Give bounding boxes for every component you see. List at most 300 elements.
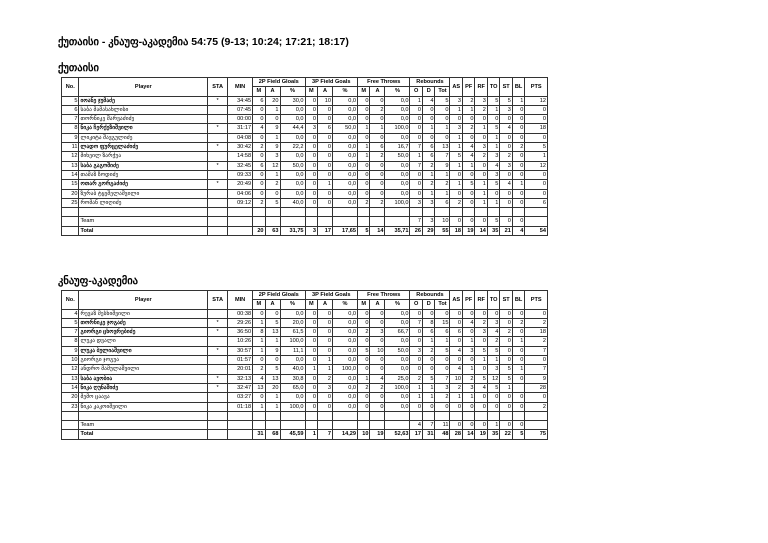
stat-as: 3 (450, 96, 462, 105)
stat-to: 5 (487, 96, 499, 105)
starter-mark: * (208, 328, 228, 337)
total-stat-pts: 54 (525, 226, 548, 235)
empty-cell (525, 217, 548, 226)
stat-as: 2 (450, 198, 462, 207)
stat-af: 0 (370, 180, 385, 189)
stat-af: 0 (370, 115, 385, 124)
stat-tot: 2 (435, 393, 450, 402)
empty-cell (358, 217, 370, 226)
empty-cell (280, 421, 305, 430)
minutes: 01:57 (228, 356, 253, 365)
empty-cell (280, 217, 305, 226)
stat-st: 0 (500, 309, 512, 318)
stat-pts: 0 (525, 356, 548, 365)
stat-a2: 12 (265, 161, 280, 170)
stat-pf: 100,0 (385, 198, 410, 207)
empty-cell (265, 208, 280, 217)
stat-p3: 100,0 (333, 365, 358, 374)
empty-cell (385, 411, 410, 420)
empty-cell (79, 411, 208, 420)
empty-cell (462, 411, 474, 420)
total-stat-m2: 31 (253, 430, 265, 439)
starter-mark (208, 402, 228, 411)
stat-st: 4 (500, 180, 512, 189)
empty-cell (333, 217, 358, 226)
team-stat-pf: 0 (462, 217, 474, 226)
stat-m3: 0 (305, 356, 317, 365)
player-row (62, 328, 548, 337)
stat-st: 0 (500, 189, 512, 198)
empty-cell (253, 421, 265, 430)
team-row (62, 421, 548, 430)
box-score-table-away (61, 290, 548, 440)
empty-cell (208, 217, 228, 226)
stat-m3: 0 (305, 115, 317, 124)
stat-p2: 11,1 (280, 346, 305, 355)
total-stat-d: 31 (422, 430, 434, 439)
stat-rf: 1 (475, 356, 487, 365)
stat-af: 3 (370, 328, 385, 337)
stat-a2: 0 (265, 309, 280, 318)
stat-p3: 0,0 (333, 115, 358, 124)
stat-as: 6 (450, 328, 462, 337)
total-stat-st: 22 (500, 430, 512, 439)
player-number: 14 (62, 383, 79, 392)
stat-pts: 0 (525, 133, 548, 142)
player-name: თორნიკე შარვაძიძე (79, 115, 208, 124)
player-row (62, 365, 548, 374)
stat-as: 0 (450, 170, 462, 179)
stat-a3: 1 (318, 180, 333, 189)
player-row (62, 198, 548, 207)
stat-as: 1 (450, 105, 462, 114)
stat-rf: 0 (475, 170, 487, 179)
stat-mf: 0 (358, 309, 370, 318)
stat-st: 0 (500, 198, 512, 207)
stat-p3: 0,0 (333, 309, 358, 318)
stat-as: 2 (450, 383, 462, 392)
stat-pf: 2 (462, 124, 474, 133)
stat-pts: 12 (525, 161, 548, 170)
stat-m3: 0 (305, 309, 317, 318)
empty-cell (370, 217, 385, 226)
stat-to: 0 (487, 393, 499, 402)
stat-p2: 22,2 (280, 143, 305, 152)
team-stat-to: 5 (487, 217, 499, 226)
subheader-pct: % (385, 300, 410, 309)
stat-mf: 0 (358, 180, 370, 189)
team-stat-pf: 0 (462, 421, 474, 430)
stat-rf: 2 (475, 105, 487, 114)
empty-cell (208, 421, 228, 430)
empty-cell (253, 217, 265, 226)
stat-pts: 7 (525, 365, 548, 374)
empty-cell (265, 217, 280, 226)
empty-cell (487, 208, 499, 217)
stat-m2: 1 (253, 346, 265, 355)
stat-rf: 5 (475, 374, 487, 383)
stat-rf: 0 (475, 365, 487, 374)
header-bl: BL (512, 78, 524, 97)
stat-a3: 3 (318, 383, 333, 392)
stat-a3: 0 (318, 152, 333, 161)
stat-bl: 1 (512, 365, 524, 374)
player-name: იოანე ჯუმაძე (79, 96, 208, 105)
stat-af: 0 (370, 337, 385, 346)
stat-pf: 1 (462, 365, 474, 374)
player-number: 23 (62, 402, 79, 411)
stat-bl: 0 (512, 124, 524, 133)
empty-cell (265, 421, 280, 430)
stat-o: 7 (410, 143, 422, 152)
stat-p3: 0,0 (333, 383, 358, 392)
stat-bl: 0 (512, 198, 524, 207)
team-stat-bl: 0 (512, 421, 524, 430)
empty-cell (318, 411, 333, 420)
stat-bl: 1 (512, 337, 524, 346)
stat-pf: 66,7 (385, 328, 410, 337)
player-row (62, 318, 548, 327)
stat-o: 0 (410, 124, 422, 133)
player-row (62, 115, 548, 124)
stat-tot: 1 (435, 170, 450, 179)
empty-cell (228, 226, 253, 235)
empty-cell (370, 411, 385, 420)
stat-rf: 0 (475, 337, 487, 346)
minutes: 00:38 (228, 309, 253, 318)
stat-af: 0 (370, 393, 385, 402)
stat-p3: 0,0 (333, 393, 358, 402)
header-to: TO (487, 291, 499, 310)
stat-d: 8 (422, 318, 434, 327)
player-name: ნიკა კაკოიშვილი (79, 402, 208, 411)
stat-m2: 2 (253, 365, 265, 374)
stat-as: 0 (450, 189, 462, 198)
stat-o: 0 (410, 337, 422, 346)
player-row (62, 152, 548, 161)
stat-m3: 0 (305, 180, 317, 189)
player-name: მემო ცაავა (79, 393, 208, 402)
stat-st: 0 (500, 318, 512, 327)
team-row-label: Team (79, 421, 208, 430)
stat-mf: 1 (358, 143, 370, 152)
stat-af: 0 (370, 189, 385, 198)
spacer-row (62, 208, 548, 217)
stat-tot: 13 (435, 143, 450, 152)
player-number: 8 (62, 124, 79, 133)
player-row (62, 124, 548, 133)
stat-a3: 10 (318, 96, 333, 105)
stat-pts: 2 (525, 337, 548, 346)
stat-p2: 0,0 (280, 356, 305, 365)
empty-cell (305, 421, 317, 430)
empty-cell (385, 217, 410, 226)
stat-af: 10 (370, 346, 385, 355)
stat-af: 0 (370, 161, 385, 170)
stat-a2: 1 (265, 133, 280, 142)
team-stat-d: 3 (422, 217, 434, 226)
starter-mark: * (208, 383, 228, 392)
stat-rf: 0 (475, 402, 487, 411)
stat-m3: 0 (305, 328, 317, 337)
empty-cell (305, 208, 317, 217)
stat-as: 0 (450, 337, 462, 346)
stat-a3: 0 (318, 393, 333, 402)
stat-pf: 0,0 (385, 96, 410, 105)
player-name: გიორგი ცხოვრებიძე (79, 328, 208, 337)
team-stat-o: 7 (410, 217, 422, 226)
empty-cell (385, 421, 410, 430)
player-row (62, 383, 548, 392)
total-stat-tot: 48 (435, 430, 450, 439)
stat-m2: 0 (253, 115, 265, 124)
stat-as: 0 (450, 309, 462, 318)
total-stat-p2: 45,59 (280, 430, 305, 439)
stat-tot: 1 (435, 189, 450, 198)
stat-p3: 0,0 (333, 198, 358, 207)
stat-tot: 0 (435, 356, 450, 365)
empty-cell (462, 208, 474, 217)
stat-p3: 0,0 (333, 133, 358, 142)
player-number: 6 (62, 105, 79, 114)
stat-m3: 0 (305, 402, 317, 411)
stat-a3: 0 (318, 133, 333, 142)
stat-mf: 0 (358, 402, 370, 411)
stat-m3: 0 (305, 383, 317, 392)
header-2p: 2P Field Gloals (253, 78, 305, 87)
stat-m3: 3 (305, 124, 317, 133)
stat-a3: 6 (318, 124, 333, 133)
starter-mark: * (208, 124, 228, 133)
player-name: ნიკა ჩერქეზიშვილი (79, 124, 208, 133)
starter-mark: * (208, 318, 228, 327)
stat-as: 4 (450, 346, 462, 355)
stat-mf: 0 (358, 115, 370, 124)
empty-cell (487, 411, 499, 420)
player-number: 20 (62, 393, 79, 402)
player-row (62, 143, 548, 152)
minutes: 34:45 (228, 96, 253, 105)
stat-p3: 0,0 (333, 189, 358, 198)
subheader-d: D (422, 300, 434, 309)
stat-m3: 0 (305, 198, 317, 207)
stat-tot: 0 (435, 115, 450, 124)
player-name: ლადო ფურცელაძიძე (79, 143, 208, 152)
subheader-m: M (358, 87, 370, 96)
stat-tot: 0 (435, 402, 450, 411)
stat-mf: 1 (358, 374, 370, 383)
starter-mark (208, 309, 228, 318)
player-number: 7 (62, 115, 79, 124)
total-stat-as: 28 (450, 430, 462, 439)
stat-pts: 28 (525, 383, 548, 392)
player-name: ოთარ გორგაძიძე (79, 180, 208, 189)
empty-cell (318, 217, 333, 226)
stat-to: 3 (487, 170, 499, 179)
header-no: No. (62, 291, 79, 310)
empty-cell (208, 226, 228, 235)
stat-af: 2 (370, 152, 385, 161)
stat-d: 0 (422, 356, 434, 365)
subheader-a: A (265, 300, 280, 309)
empty-cell (228, 208, 253, 217)
stat-pf: 0,0 (385, 115, 410, 124)
total-stat-pf: 19 (462, 226, 474, 235)
empty-cell (333, 411, 358, 420)
stat-pf: 0 (462, 115, 474, 124)
player-row (62, 189, 548, 198)
stat-as: 4 (450, 365, 462, 374)
stat-o: 0 (410, 356, 422, 365)
subheader-o: O (410, 300, 422, 309)
stat-d: 0 (422, 402, 434, 411)
stat-to: 1 (487, 356, 499, 365)
total-stat-pts: 75 (525, 430, 548, 439)
starter-mark: * (208, 96, 228, 105)
stat-pf: 0,0 (385, 161, 410, 170)
empty-cell (410, 411, 422, 420)
stat-a2: 9 (265, 143, 280, 152)
starter-mark: * (208, 374, 228, 383)
total-stat-p3: 14,29 (333, 430, 358, 439)
stat-o: 0 (410, 402, 422, 411)
total-stat-af: 14 (370, 226, 385, 235)
stat-m3: 0 (305, 143, 317, 152)
team-stat-rf: 0 (475, 217, 487, 226)
stat-p2: 0,0 (280, 189, 305, 198)
minutes: 03:27 (228, 393, 253, 402)
stat-bl: 0 (512, 161, 524, 170)
stat-o: 3 (410, 198, 422, 207)
stat-mf: 0 (358, 318, 370, 327)
subheader-pct: % (280, 300, 305, 309)
subheader-pct: % (333, 300, 358, 309)
header-ft: Free Throws (358, 78, 410, 87)
starter-mark (208, 198, 228, 207)
subheader-m: M (253, 87, 265, 96)
player-name: ლუკა დვალი (79, 337, 208, 346)
stat-m2: 1 (253, 402, 265, 411)
stat-a2: 5 (265, 365, 280, 374)
stat-a2: 9 (265, 346, 280, 355)
stat-to: 0 (487, 115, 499, 124)
stat-o: 0 (410, 105, 422, 114)
subheader-d: D (422, 87, 434, 96)
stat-rf: 1 (475, 124, 487, 133)
player-row (62, 309, 548, 318)
stat-pf: 25,0 (385, 374, 410, 383)
empty-cell (228, 411, 253, 420)
stat-mf: 0 (358, 170, 370, 179)
player-number: 11 (62, 143, 79, 152)
total-stat-mf: 10 (358, 430, 370, 439)
stat-p3: 0,0 (333, 105, 358, 114)
subheader-a: A (318, 87, 333, 96)
stat-pf: 2 (462, 96, 474, 105)
player-number: 5 (62, 318, 79, 327)
stat-as: 5 (450, 152, 462, 161)
stat-a3: 2 (318, 374, 333, 383)
empty-cell (435, 411, 450, 420)
stat-m3: 0 (305, 96, 317, 105)
stat-o: 1 (410, 96, 422, 105)
stat-st: 0 (500, 402, 512, 411)
stat-m2: 0 (253, 152, 265, 161)
stat-p2: 0,0 (280, 105, 305, 114)
stat-a2: 0 (265, 356, 280, 365)
spacer-row (62, 411, 548, 420)
total-stat-a3: 17 (318, 226, 333, 235)
stat-pf: 4 (462, 143, 474, 152)
minutes: 00:00 (228, 115, 253, 124)
minutes: 29:26 (228, 318, 253, 327)
stat-o: 0 (410, 170, 422, 179)
stat-pf: 0 (462, 402, 474, 411)
stat-a3: 0 (318, 105, 333, 114)
total-stat-a2: 68 (265, 430, 280, 439)
total-stat-pf: 14 (462, 430, 474, 439)
stat-to: 3 (487, 152, 499, 161)
stat-pf: 0 (462, 198, 474, 207)
stat-d: 6 (422, 152, 434, 161)
stat-to: 3 (487, 365, 499, 374)
stat-rf: 1 (475, 180, 487, 189)
player-name: საბა ავობია (79, 374, 208, 383)
player-number: 14 (62, 170, 79, 179)
stat-st: 0 (500, 337, 512, 346)
total-row (62, 226, 548, 235)
total-stat-pf: 52,63 (385, 430, 410, 439)
stat-as: 0 (450, 402, 462, 411)
stat-as: 1 (450, 161, 462, 170)
total-stat-m2: 20 (253, 226, 265, 235)
stat-pf: 5 (462, 180, 474, 189)
stat-pts: 18 (525, 328, 548, 337)
empty-cell (410, 208, 422, 217)
player-number: 5 (62, 96, 79, 105)
stat-bl: 0 (512, 133, 524, 142)
header-row (62, 78, 548, 87)
starter-mark (208, 356, 228, 365)
stat-rf: 2 (475, 152, 487, 161)
stat-m3: 0 (305, 161, 317, 170)
stat-pts: 0 (525, 115, 548, 124)
player-number: 25 (62, 198, 79, 207)
stat-to: 2 (487, 337, 499, 346)
player-name: რომან ლიღიძე (79, 198, 208, 207)
player-name: ლიკიტა შავგულიძე (79, 133, 208, 142)
stat-tot: 0 (435, 105, 450, 114)
stat-af: 0 (370, 309, 385, 318)
stat-pf: 0 (462, 309, 474, 318)
stat-mf: 1 (358, 124, 370, 133)
header-row (62, 291, 548, 300)
minutes: 30:57 (228, 346, 253, 355)
game-title: ქუთაისი - კნაუფ-აკადემია 54:75 (9-13; 10:24; 17:21; 18:17) (58, 36, 349, 48)
player-name: თამაზ ზოდიძე (79, 170, 208, 179)
stat-pts: 2 (525, 318, 548, 327)
empty-cell (475, 411, 487, 420)
stat-pf: 0 (462, 170, 474, 179)
stat-p2: 0,0 (280, 309, 305, 318)
header-pts: PTS (525, 291, 548, 310)
player-row (62, 161, 548, 170)
stat-a2: 5 (265, 318, 280, 327)
stat-tot: 5 (435, 96, 450, 105)
team-stat-o: 4 (410, 421, 422, 430)
stat-pf: 16,7 (385, 143, 410, 152)
stat-o: 1 (410, 152, 422, 161)
